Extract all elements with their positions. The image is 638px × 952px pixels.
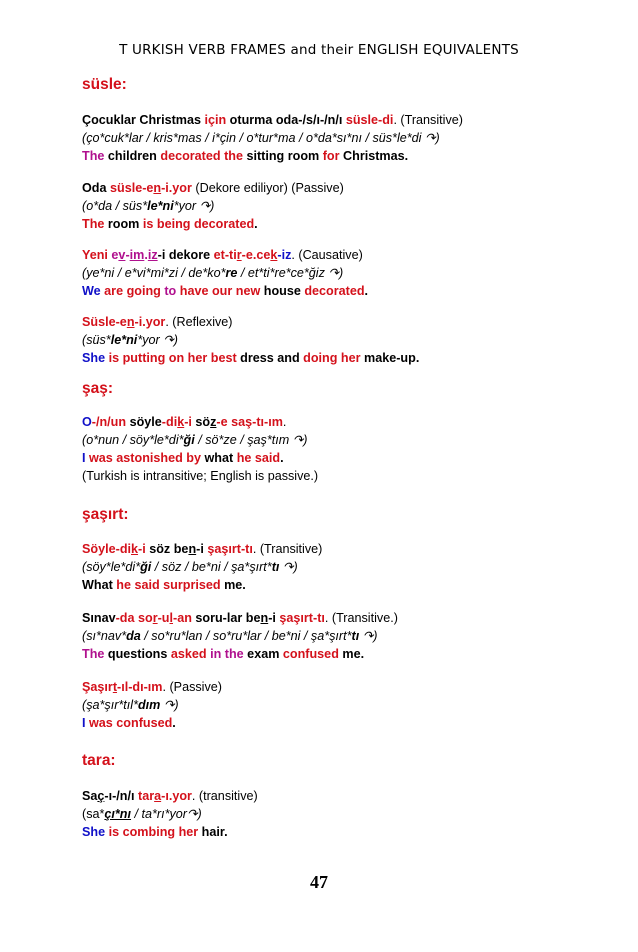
section-title-susle: süsle: (82, 76, 127, 93)
tara-ex1-english: She is combing her hair. (82, 825, 228, 839)
susle-ex3-pronunciation: (ye*ni / e*vi*mi*zi / de*ko*re / et*ti*re*ce*ğiz ↷) (82, 266, 344, 280)
tara-ex1-turkish: Saç-ı-/n/ı tara-ı.yor. (transitive) (82, 789, 258, 803)
page-number: 47 (310, 872, 328, 892)
susle-ex1-turkish: Çocuklar Christmas için oturma oda-/s/ı-/n/ı süsle-di. (Transitive) (82, 113, 463, 127)
susle-ex1-english: The children decorated the sitting room for Christmas. (82, 149, 409, 163)
susle-ex4-english: She is putting on her best dress and doing her make-up. (82, 351, 420, 365)
susle-ex2-pronunciation: (o*da / süs*le*ni*yor ↷) (82, 199, 215, 213)
susle-ex2-turkish: Oda süsle-en-i.yor (Dekore ediliyor) (Passive) (82, 181, 344, 195)
sasirt-ex2-pronunciation: (sı*nav*da / so*ru*lan / so*ru*lar / be*ni / şa*şırt*tı ↷) (82, 629, 378, 643)
sasirt-ex3-pronunciation: (şa*şır*tıl*dım ↷) (82, 698, 179, 712)
sas-ex1-english: I was astonished by what he said. (82, 451, 284, 465)
sasirt-ex2-english: The questions asked in the exam confused me. (82, 647, 365, 661)
susle-ex3-english: We are going to have our new house decorated. (82, 284, 369, 298)
susle-ex1-pronunciation: (ço*cuk*lar / kris*mas / i*çin / o*tur*ma / o*da*sı*nı / süs*le*di ↷) (82, 131, 440, 145)
sas-ex1-pronunciation: (o*nun / söy*le*di*ği / sö*ze / şaş*tım ↷) (82, 433, 308, 447)
sasirt-ex1-pronunciation: (söy*le*di*ği / söz / be*ni / şa*şırt*tı ↷) (82, 560, 298, 574)
susle-ex3-turkish: Yeni ev-im.iz-i dekore et-tir-e.cek-iz. (Causative) (82, 248, 363, 262)
susle-ex2-english: The room is being decorated. (82, 217, 258, 231)
tara-ex1-pronunciation: (sa*çı*nı / ta*rı*yor↷) (82, 807, 202, 821)
susle-ex4-pronunciation: (süs*le*ni*yor ↷) (82, 333, 178, 347)
sasirt-ex1-turkish: Söyle-dik-i söz ben-i şaşırt-tı. (Transitive) (82, 542, 323, 556)
sasirt-ex3-english: I was confused. (82, 716, 176, 730)
section-title-tara: tara: (82, 752, 116, 769)
susle-ex4-turkish: Süsle-en-i.yor. (Reflexive) (82, 315, 233, 329)
section-title-sas: şaş: (82, 380, 114, 397)
sasirt-ex2-turkish: Sınav-da sor-ul-an soru-lar ben-i şaşırt-tı. (Transitive.) (82, 611, 398, 625)
page-header: T URKISH VERB FRAMES and their ENGLISH EQUIVALENTS (119, 42, 519, 58)
section-title-sasirt: şaşırt: (82, 506, 129, 523)
sas-ex1-note: (Turkish is intransitive; English is passive.) (82, 469, 319, 483)
sasirt-ex3-turkish: Şaşırt-ıl-dı-ım. (Passive) (82, 680, 222, 694)
sasirt-ex1-english: What he said surprised me. (82, 578, 246, 592)
sas-ex1-turkish: O-/n/un söyle-dik-i söz-e saş-tı-ım. (82, 415, 287, 429)
